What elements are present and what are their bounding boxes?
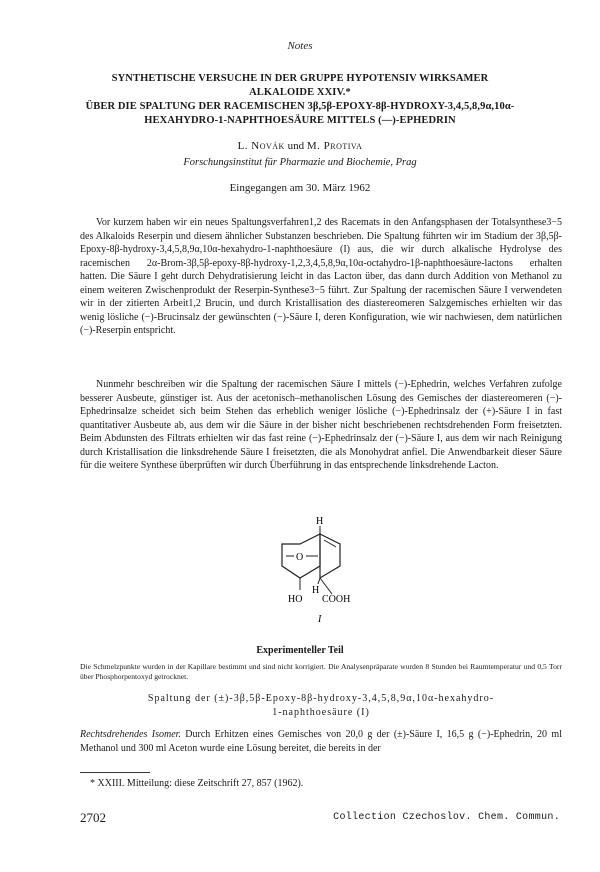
structure-compound-label: I bbox=[318, 614, 322, 625]
title-line-4: HEXAHYDRO-1-NAPHTHOESÄURE MITTELS (—)-EPHEDRIN bbox=[144, 115, 456, 126]
subsection-title-line-2: 1-naphthoesäure (I) bbox=[272, 706, 370, 718]
received-date: Eingegangen am 30. März 1962 bbox=[229, 182, 371, 194]
paragraph-1-text: Vor kurzem haben wir ein neues Spaltungsverfahren1,2 des Racemats in den Anfangsphasen der Totalsynthese3−5 des Alkaloids Reserpin und diesem ähnlicher Substanzen beschrieben. Die Spaltung führten wir im Stadium der 3β,5β-Epoxy-8β-hydroxy-3,4,5,8,9α,10α-hexahydro-1-naphthoesäure (I) aus, die wir durch alkalische Hydrolyse des racemischen 2α-Brom-3β,5β-epoxy-8β-hydroxy-1,2,3,4,5,8,9α,10α-octahydro-1β-naphthoesäure-lactons erhalten hatten. Die Säure I geht durch Dehydratisierung leicht in das Lacton über, das dann durch Addition von Methanol zu einem weiteren Zwischenprodukt der Reserpin-Synthese3−5 führt. Zur Spaltung der racemischen Säure I verwendeten wir in der zitierten Arbeit1,2 Brucin, und durch Kristallisation des diastereomeren Salzgemisches erhielten wir das wenig lösliche (−)-Brucinsalz der gewünschten (−)-Säure I, deren Konfiguration, wie wir nachwiesen, dem natürlichen (−)-Reserpin entspricht. bbox=[80, 217, 562, 336]
paragraph-2-text: Nunmehr beschreiben wir die Spaltung der racemischen Säure I mittels (−)-Ephedrin, welches Verfahren zufolge besserer Ausbeute, günstiger ist. Aus der acetonisch–methanolischen Lösung des Gemisches der diastereomeren (−)-Ephedrinsalze scheidet sich beim Stehen das erheblich weniger lösliche (−)-Ephedrinsalz der (+)-Säure I in fast quantitativer Ausbeute ab, aus dem wir die Säure in der bisher nicht beschriebenen rechtsdrehenden Form freisetzten. Beim Abdunsten des Filtrats erhielten wir das fast reine (−)-Ephedrinsalz der (−)-Säure I, aus dem wir nach Reinigung durch Kristallisation die linksdrehende Säure I freisetzten, die als Monohydrat anfiel. Die Anwendbarkeit dieser Säure für die weitere Synthese überprüften wir durch Überführung in das entsprechende linksdrehende Lacton. bbox=[80, 379, 562, 471]
authors bbox=[0, 140, 600, 152]
structure-o: O bbox=[296, 552, 304, 563]
structure-h-top: H bbox=[316, 516, 324, 527]
article-title-main bbox=[70, 72, 530, 100]
structure-bond-cooh bbox=[320, 578, 332, 594]
subsection-title bbox=[80, 692, 562, 719]
structure-cooh: COOH bbox=[322, 594, 351, 605]
footnote: * XXIII. Mitteilung: diese Zeitschrift 27, 857 (1962). bbox=[90, 778, 304, 789]
structure-h-bottom: H bbox=[312, 585, 320, 596]
title-line-2: ALKALOIDE XXIV.* bbox=[249, 87, 351, 98]
chemical-structure bbox=[272, 516, 372, 636]
running-header: Notes bbox=[287, 40, 313, 52]
title-line-1: SYNTHETISCHE VERSUCHE IN DER GRUPPE HYPOTENSIV WIRKSAMER bbox=[111, 73, 489, 84]
structure-ring-right bbox=[320, 534, 340, 578]
author-separator: und bbox=[287, 140, 305, 152]
author-1: L. Novák bbox=[237, 140, 285, 152]
section-title-experimental: Experimenteller Teil bbox=[256, 645, 344, 656]
structure-ho: HO bbox=[288, 594, 303, 605]
experimental-note: Die Schmelzpunkte wurden in der Kapillare bestimmt und sind nicht korrigiert. Die Analysenpräparate wurden 8 Stunden bei Raumtemperatur und 0,5 Torr über Phosphorpentoxyd getrocknet. bbox=[80, 662, 562, 681]
paragraph-1 bbox=[80, 216, 562, 338]
paragraph-3-lead: Rechtsdrehendes Isomer. bbox=[80, 729, 181, 740]
page-number: 2702 bbox=[80, 810, 106, 825]
article-title-sub bbox=[70, 100, 530, 128]
title-line-3: ÜBER DIE SPALTUNG DER RACEMISCHEN 3β,5β-EPOXY-8β-HYDROXY-3,4,5,8,9α,10α- bbox=[85, 101, 515, 112]
subsection-title-line-1: Spaltung der (±)-3β,5β-Epoxy-8β-hydroxy-3,4,5,8,9α,10α-hexahydro- bbox=[147, 693, 495, 704]
institute: Forschungsinstitut für Pharmazie und Biochemie, Prag bbox=[183, 157, 417, 168]
paragraph-3 bbox=[80, 728, 562, 755]
footnote-rule bbox=[80, 772, 150, 773]
structure-bond-h-bottom bbox=[318, 578, 320, 584]
paragraph-3-text: Durch Erhitzen eines Gemisches von 20,0 g der (±)-Säure I, 16,5 g (−)-Ephedrin, 20 ml Methanol und 300 ml Aceton wurde eine Lösung bereitet, die bereits in der bbox=[80, 729, 562, 754]
journal-name: Collection Czechoslov. Chem. Commun. bbox=[333, 812, 560, 823]
paragraph-2 bbox=[80, 378, 562, 473]
author-2: M. Protiva bbox=[306, 140, 363, 152]
